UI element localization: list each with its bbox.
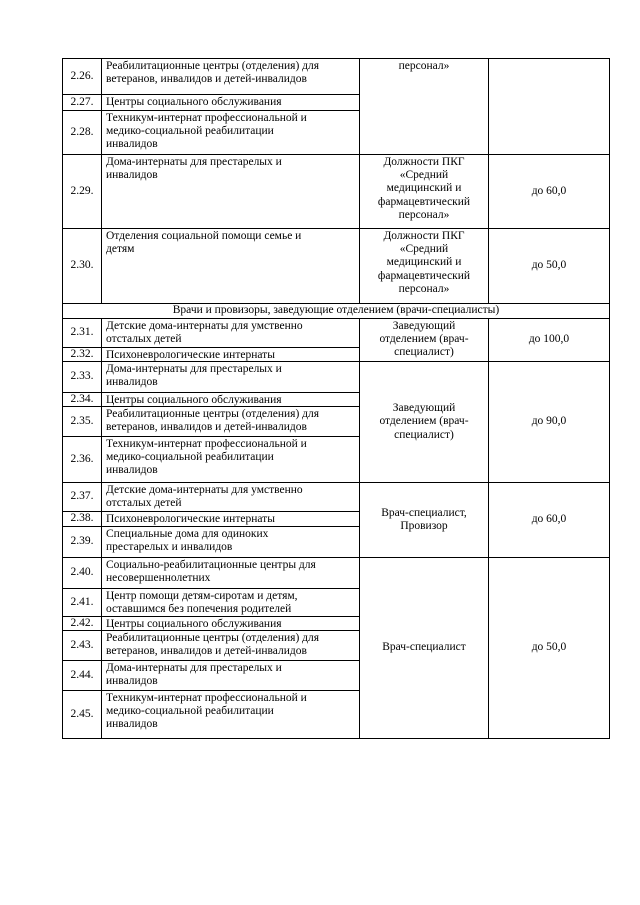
row-number [63,661,101,690]
payment-amount [489,59,609,154]
institution-name-text: Реабилитационные центры (отделения) для ветеранов, инвалидов и детей-инвалидов [106,408,320,434]
institution-name [102,661,359,690]
position-title-text: Врач-специалист [382,641,466,654]
institution-name-text: Психоневрологические интернаты [106,349,275,361]
institution-name-text: Реабилитационные центры (отделения) для ветеранов, инвалидов и детей-инвалидов [106,60,320,86]
row-number [63,229,101,303]
payment-amount [489,558,609,738]
position-title [360,362,488,482]
position-title-text: Врач-специалист, Провизор [381,506,467,532]
row-number [63,319,101,347]
row-number-text: 2.42. [70,617,94,629]
row-number [63,631,101,660]
institution-name [102,111,359,154]
position-title [360,483,488,557]
row-number-text: 2.40. [70,566,94,579]
row-number-text: 2.30. [70,259,94,272]
payment-amount [489,319,609,361]
institution-name-text: Детские дома-интернаты для умственно отсталых детей [106,484,303,510]
institution-name-text: Психоневрологические интернаты [106,513,275,525]
row-number-text: 2.29. [70,184,94,197]
row-number-text: 2.38. [70,512,94,525]
row-number-text: 2.41. [70,595,94,608]
institution-name-text: Дома-интернаты для престарелых и инвалидов [106,662,282,688]
payment-amount [489,155,609,228]
payment-amount-text: до 60,0 [531,513,567,526]
row-number [63,691,101,738]
institution-name [102,437,359,482]
institution-name [102,229,359,303]
row-number [63,589,101,616]
row-number [63,393,101,406]
table-rule [609,58,610,739]
table-rule [359,303,610,304]
payment-amount [489,483,609,557]
row-number [63,617,101,630]
institution-name-text: Дома-интернаты для престарелых и инвалидов [106,156,282,182]
row-number-text: 2.44. [70,668,94,681]
row-number-text: 2.27. [70,95,94,108]
position-title [360,155,488,228]
institution-name [102,558,359,588]
position-title-text: Заведующий отделением (врач- специалист) [379,320,469,359]
section-header [63,304,609,318]
row-number-text: 2.28. [70,125,94,138]
position-title-text: Должности ПКГ «Средний медицинский и фармацевтический персонал» [377,230,471,295]
institution-name [102,155,359,228]
institution-name-text: Техникум-интернат профессиональной и медико-социальной реабилитации инвалидов [106,438,307,477]
institution-name-text: Центр помощи детям-сиротам и детям, оставшимся без попечения родителей [106,590,298,616]
position-title-text: Заведующий отделением (врач- специалист) [379,402,469,441]
institution-name [102,362,359,392]
table-rule [359,738,610,739]
payment-amount-text: до 60,0 [531,184,567,197]
institution-name [102,617,359,630]
institution-name-text: Реабилитационные центры (отделения) для ветеранов, инвалидов и детей-инвалидов [106,632,320,658]
institution-name [102,59,359,94]
payment-amount-text: до 50,0 [531,259,567,272]
institution-name-text: Социально-реабилитационные центры для несовершеннолетних [106,559,316,585]
row-number [63,348,101,361]
row-number-text: 2.43. [70,638,94,651]
section-header-text: Врачи и провизоры, заведующие отделением (врачи-специалисты) [172,304,500,317]
institution-name-text: Центры социального обслуживания [106,96,282,108]
institution-name-text: Техникум-интернат профессиональной и медико-социальной реабилитации инвалидов [106,112,307,151]
row-number [63,483,101,511]
institution-name [102,95,359,110]
row-number [63,362,101,392]
row-number [63,111,101,154]
payment-amount-text: до 90,0 [531,415,567,428]
institution-name [102,589,359,616]
row-number [63,407,101,436]
row-number-text: 2.36. [70,452,94,465]
institution-name-text: Дома-интернаты для престарелых и инвалидов [106,363,282,389]
position-title [360,319,488,361]
row-number-text: 2.26. [70,69,94,82]
position-title-text: персонал» [398,60,450,72]
institution-name [102,631,359,660]
payment-amount [489,229,609,303]
row-number-text: 2.32. [70,348,94,360]
row-number-text: 2.33. [70,370,94,383]
institution-name-text: Детские дома-интернаты для умственно отсталых детей [106,320,303,346]
row-number [63,512,101,526]
institution-name [102,527,359,557]
row-number-text: 2.31. [70,326,94,339]
institution-name [102,348,359,361]
institution-name [102,512,359,526]
institution-name [102,319,359,347]
position-title [360,229,488,303]
institution-name-text: Отделения социальной помощи семье и детям [106,230,302,256]
institution-name-text: Центры социального обслуживания [106,394,282,406]
row-number-text: 2.37. [70,490,94,503]
payment-amount-text: до 100,0 [528,333,570,346]
row-number [63,437,101,482]
institution-name-text: Техникум-интернат профессиональной и медико-социальной реабилитации инвалидов [106,692,307,731]
row-number [63,59,101,94]
institution-name [102,393,359,406]
row-number-text: 2.45. [70,707,94,720]
row-number [63,527,101,557]
table-rule [62,738,360,739]
institution-name-text: Специальные дома для одиноких престарелых и инвалидов [106,528,269,554]
institution-name-text: Центры социального обслуживания [106,618,282,630]
row-number-text: 2.39. [70,535,94,548]
row-number [63,558,101,588]
position-title-text: Должности ПКГ «Средний медицинский и фармацевтический персонал» [377,156,471,221]
position-title [360,558,488,738]
institution-name [102,483,359,511]
institution-name [102,691,359,738]
payment-amount [489,362,609,482]
row-number [63,155,101,228]
institution-name [102,407,359,436]
position-title [360,59,488,154]
row-number-text: 2.35. [70,414,94,427]
payment-amount-text: до 50,0 [531,641,567,654]
row-number-text: 2.34. [70,393,94,405]
table-rule [62,303,360,304]
row-number [63,95,101,110]
